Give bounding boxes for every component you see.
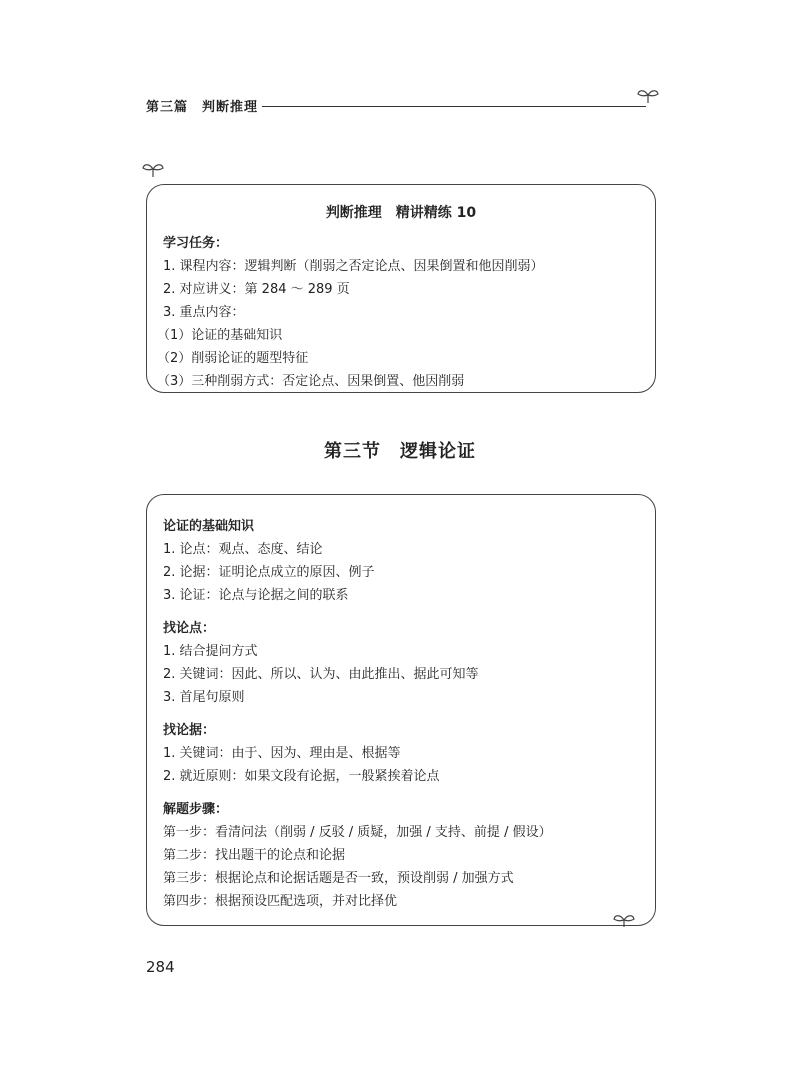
- task-item: 1. 课程内容：逻辑判断（削弱之否定论点、因果倒置和他因削弱）: [163, 259, 544, 274]
- block-line: 1. 论点：观点、态度、结论: [163, 542, 323, 557]
- block-line: 第四步：根据预设匹配选项，并对比择优: [163, 894, 398, 909]
- block-line: 2. 论据：证明论点成立的原因、例子: [163, 565, 375, 580]
- block-heading: 找论据：: [163, 723, 216, 738]
- block-line: 3. 论证：论点与论据之间的联系: [163, 588, 349, 603]
- task-box-title: 判断推理 精讲精练 10: [325, 205, 477, 221]
- sprout-icon: [612, 910, 636, 928]
- block-line: 1. 关键词：由于、因为、理由是、根据等: [163, 746, 401, 761]
- block-line: 第三步：根据论点和论据话题是否一致，预设削弱 / 加强方式: [163, 871, 514, 886]
- block-heading: 解题步骤：: [163, 802, 229, 817]
- sprout-icon: [141, 160, 165, 178]
- block-line: 3. 首尾句原则: [163, 690, 245, 705]
- task-subtitle: 学习任务：: [163, 236, 229, 251]
- block-line: 第二步：找出题干的论点和论据: [163, 848, 346, 863]
- logic-content-box: [146, 494, 656, 926]
- task-item: 2. 对应讲义：第 284 ～ 289 页: [163, 282, 350, 297]
- task-item: （3）三种削弱方式：否定论点、因果倒置、他因削弱: [157, 374, 465, 389]
- block-line: 第一步：看清问法（削弱 / 反驳 / 质疑，加强 / 支持、前提 / 假设）: [163, 825, 552, 840]
- sprout-icon: [636, 86, 660, 104]
- block-line: 2. 就近原则：如果文段有论据，一般紧挨着论点: [163, 769, 440, 784]
- block-heading: 找论点：: [163, 621, 216, 636]
- study-task-box: [146, 184, 656, 393]
- task-item: （1）论证的基础知识: [157, 328, 283, 343]
- task-item: 3. 重点内容：: [163, 305, 245, 320]
- block-line: 2. 关键词：因此、所以、认为、由此推出、据此可知等: [163, 667, 479, 682]
- page-number: 284: [146, 958, 175, 976]
- section-title: 第三节 逻辑论证: [324, 441, 476, 462]
- block-line: 1. 结合提问方式: [163, 644, 258, 659]
- header-rule: [262, 106, 646, 107]
- task-item: （2）削弱论证的题型特征: [157, 351, 309, 366]
- block-heading: 论证的基础知识: [163, 519, 255, 534]
- chapter-header: 第三篇 判断推理: [146, 100, 259, 115]
